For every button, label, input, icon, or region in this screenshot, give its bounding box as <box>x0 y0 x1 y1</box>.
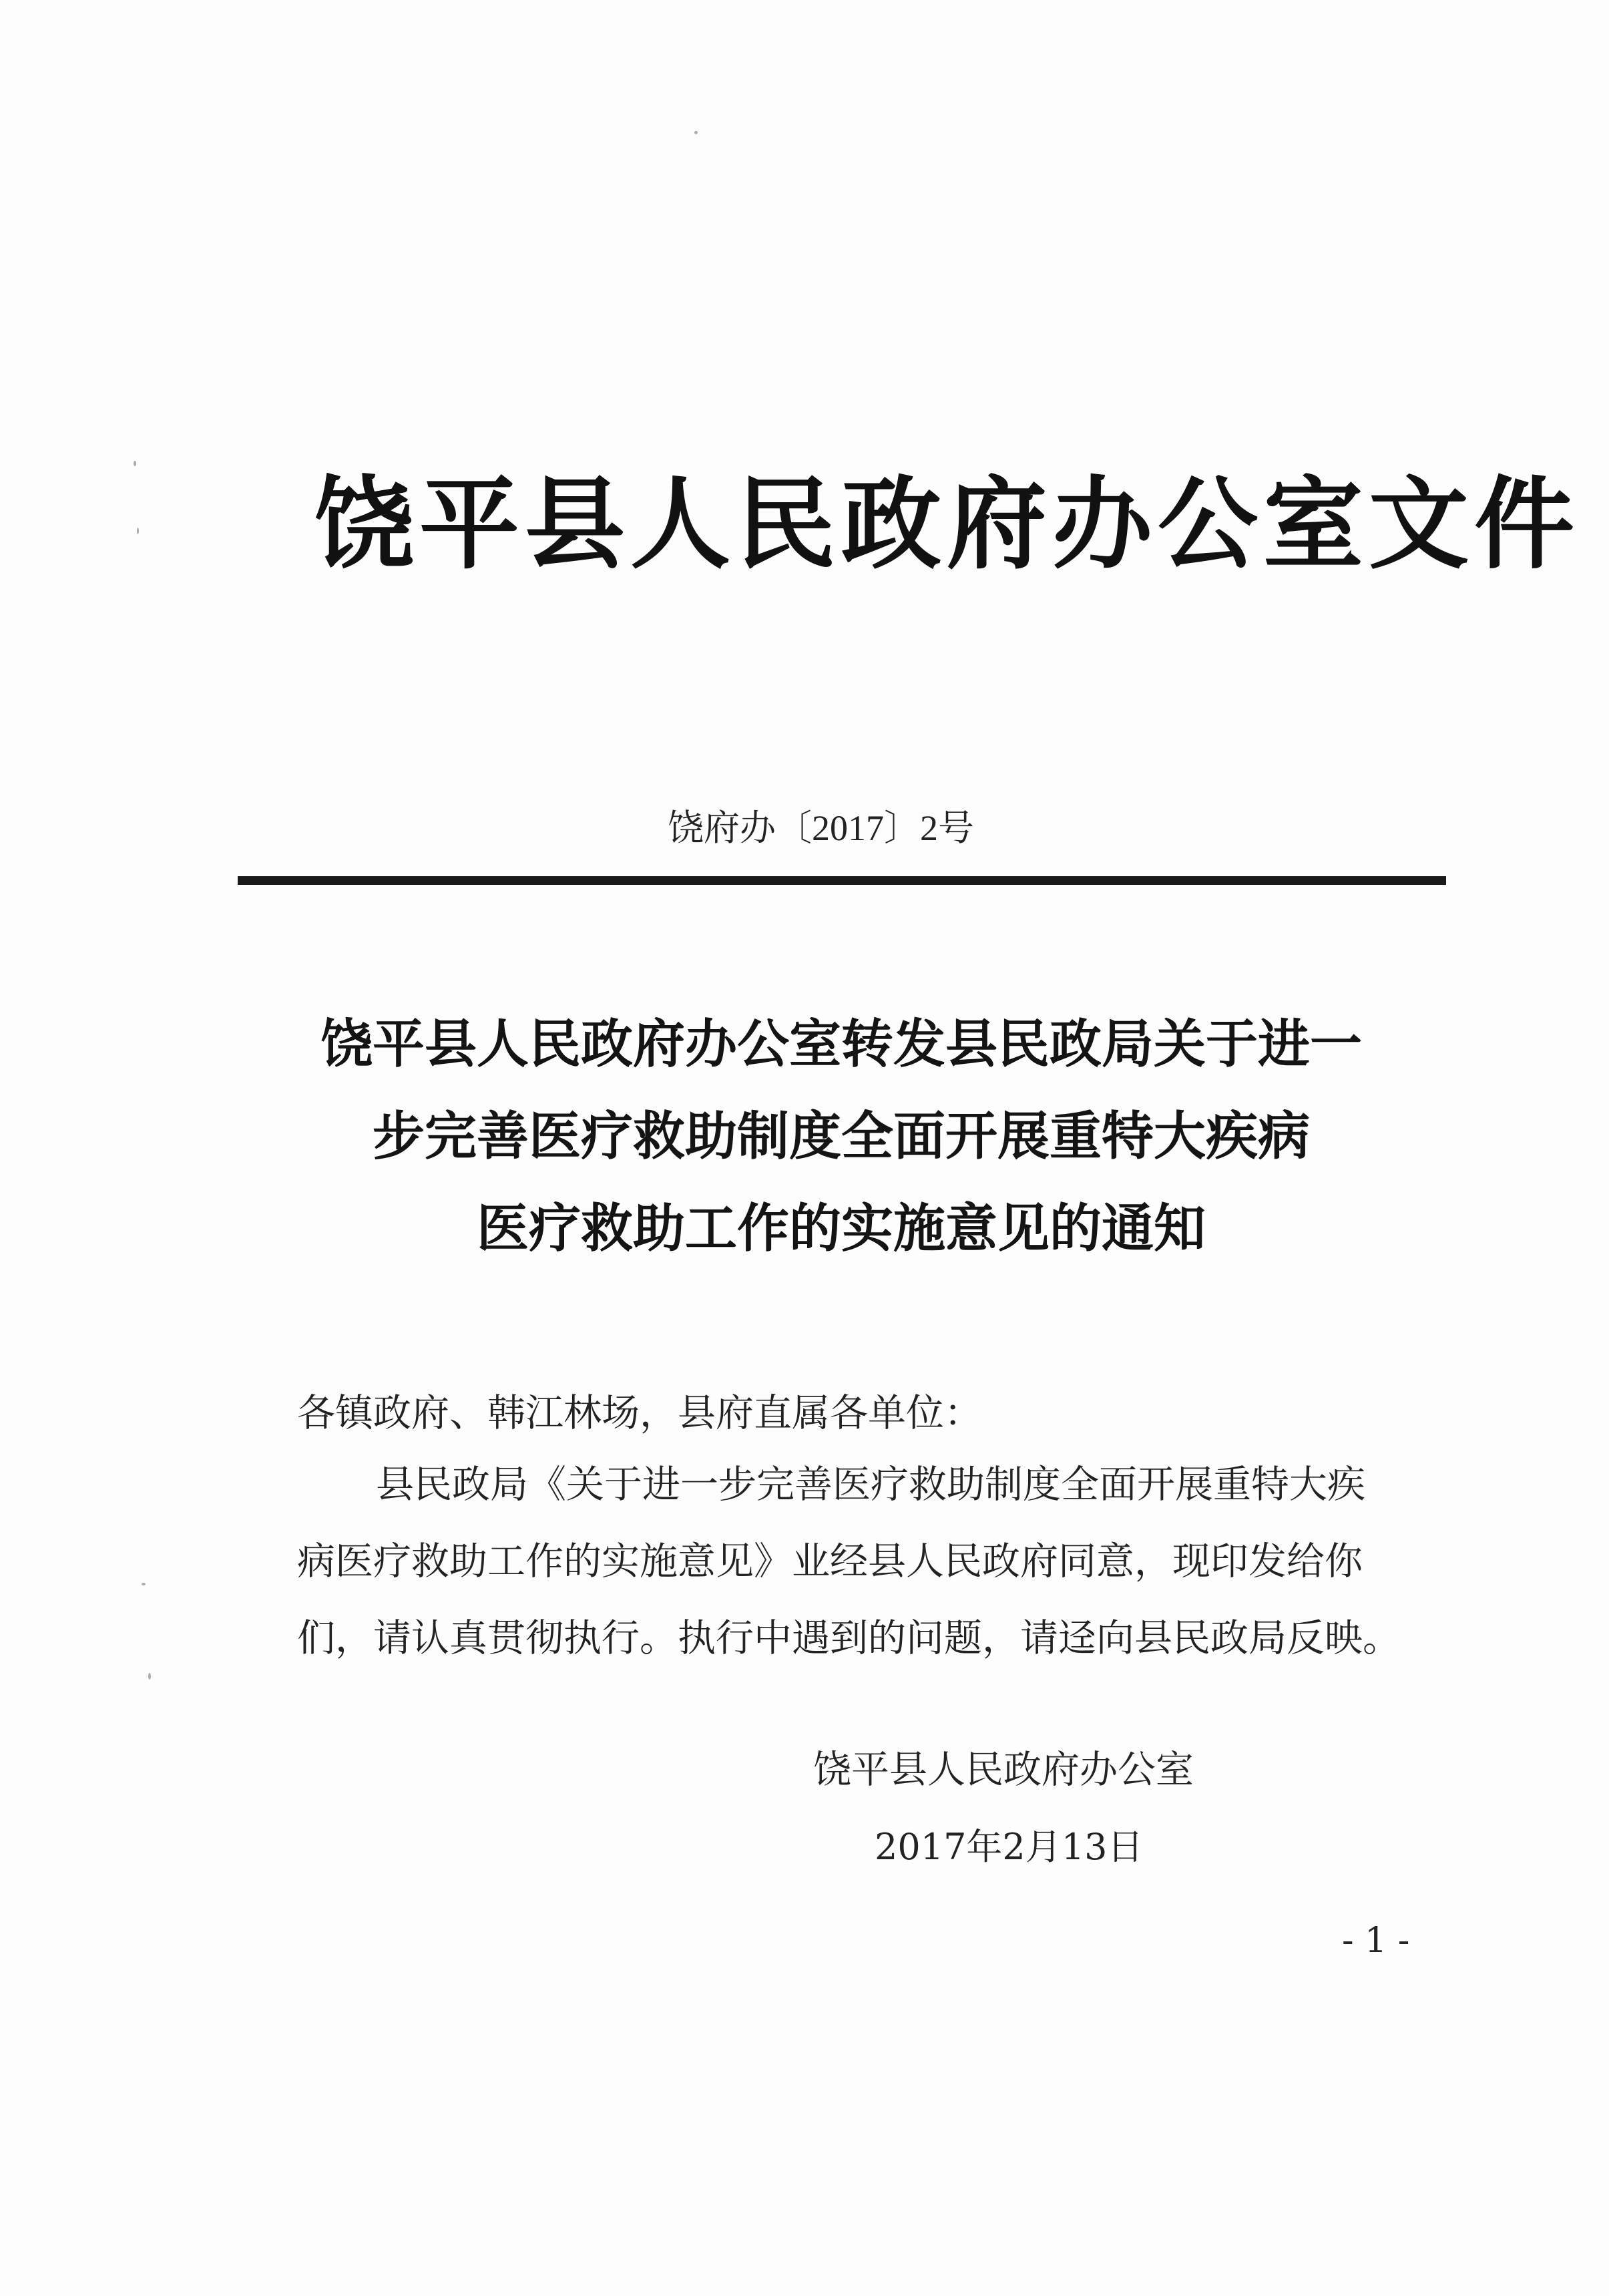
body-paragraph <box>297 1447 1432 1677</box>
scan-speck <box>137 528 139 534</box>
notice-title <box>220 998 1462 1275</box>
addressee-line: 各镇政府、韩江林场，县府直属各单位： <box>297 1391 982 1435</box>
notice-title-line: 步完善医疗救助制度全面开展重特大疾病 <box>372 1106 1310 1167</box>
issuer-header-title: 饶平县人民政府办公室文件 <box>314 465 1580 583</box>
scan-speck <box>694 131 698 134</box>
document-number: 饶府办〔2017〕2号 <box>668 808 974 848</box>
body-line: 们，请认真贯彻执行。执行中遇到的问题，请迳向县民政局反映。 <box>297 1616 1401 1660</box>
body-line: 县民政局《关于进一步完善医疗救助制度全面开展重特大疾 <box>376 1463 1365 1507</box>
issuer-signature: 饶平县人民政府办公室 <box>813 1748 1194 1792</box>
scan-speck <box>134 461 136 466</box>
issue-date: 2017年2月13日 <box>875 1826 1144 1868</box>
page-number: - 1 - <box>1342 1921 1410 1961</box>
header-divider-rule <box>238 876 1446 885</box>
body-line: 病医疗救助工作的实施意见》业经县人民政府同意，现印发给你 <box>297 1539 1363 1583</box>
scan-speck <box>142 1583 146 1585</box>
scan-speck <box>148 1673 151 1680</box>
notice-title-line: 医疗救助工作的实施意见的通知 <box>476 1198 1206 1259</box>
notice-title-line: 饶平县人民政府办公室转发县民政局关于进一 <box>320 1014 1362 1075</box>
